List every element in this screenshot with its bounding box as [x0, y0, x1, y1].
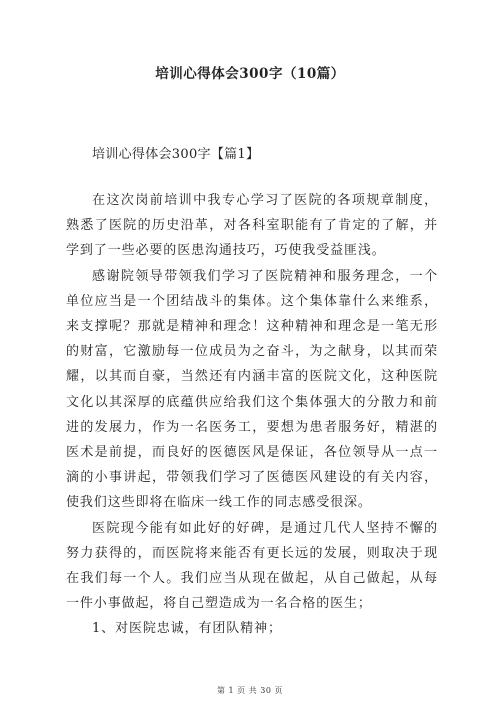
document-body — [66, 188, 438, 642]
document-title: 培训心得体会300字（10篇） — [155, 66, 345, 82]
section-heading: 培训心得体会300字【篇1】 — [92, 147, 260, 162]
body-paragraph: 医院现今能有如此好的好碑，是通过几代人坚持不懈的努力获得的，而医院将来能否有更长远的发展，则取决于现在我们每一个人。我们应当从现在做起，从自己做起，从每一件小事做起，将自己塑造成为一名合格的医生； — [66, 520, 438, 612]
body-paragraph: 感谢院领导带领我们学习了医院精神和服务理念，一个单位应当是一个团结战斗的集体。这个集体靠什么来维系，来支撑呢？那就是精神和理念！这种精神和理念是一笔无形的财富，它激励每一位成员为之奋斗，为之献身，以其而荣耀，以其而自豪，当然还有内涵丰富的医院文化，这种医院文化以其深厚的底蕴供应给我们这个集体强大的分散力和前进的发展力，作为一名医务工，要想为患者服务好，精湛的医术是前提，而良好的医德医风是保证，各位领导从一点一滴的小事讲起，带领我们学习了医德医风建设的有关内容，使我们这些即将在临床一线工作的同志感受很深。 — [66, 268, 438, 511]
page-footer: 第 1 页 共 30 页 — [217, 686, 283, 695]
list-item: 1、对医院忠诚，有团队精神； — [92, 621, 282, 637]
body-paragraph: 在这次岗前培训中我专心学习了医院的各项规章制度，熟悉了医院的历史沿革，对各科室职能有了肯定的了解，并学到了一些必要的医患沟通技巧，巧使我受益匪浅。 — [66, 193, 438, 259]
